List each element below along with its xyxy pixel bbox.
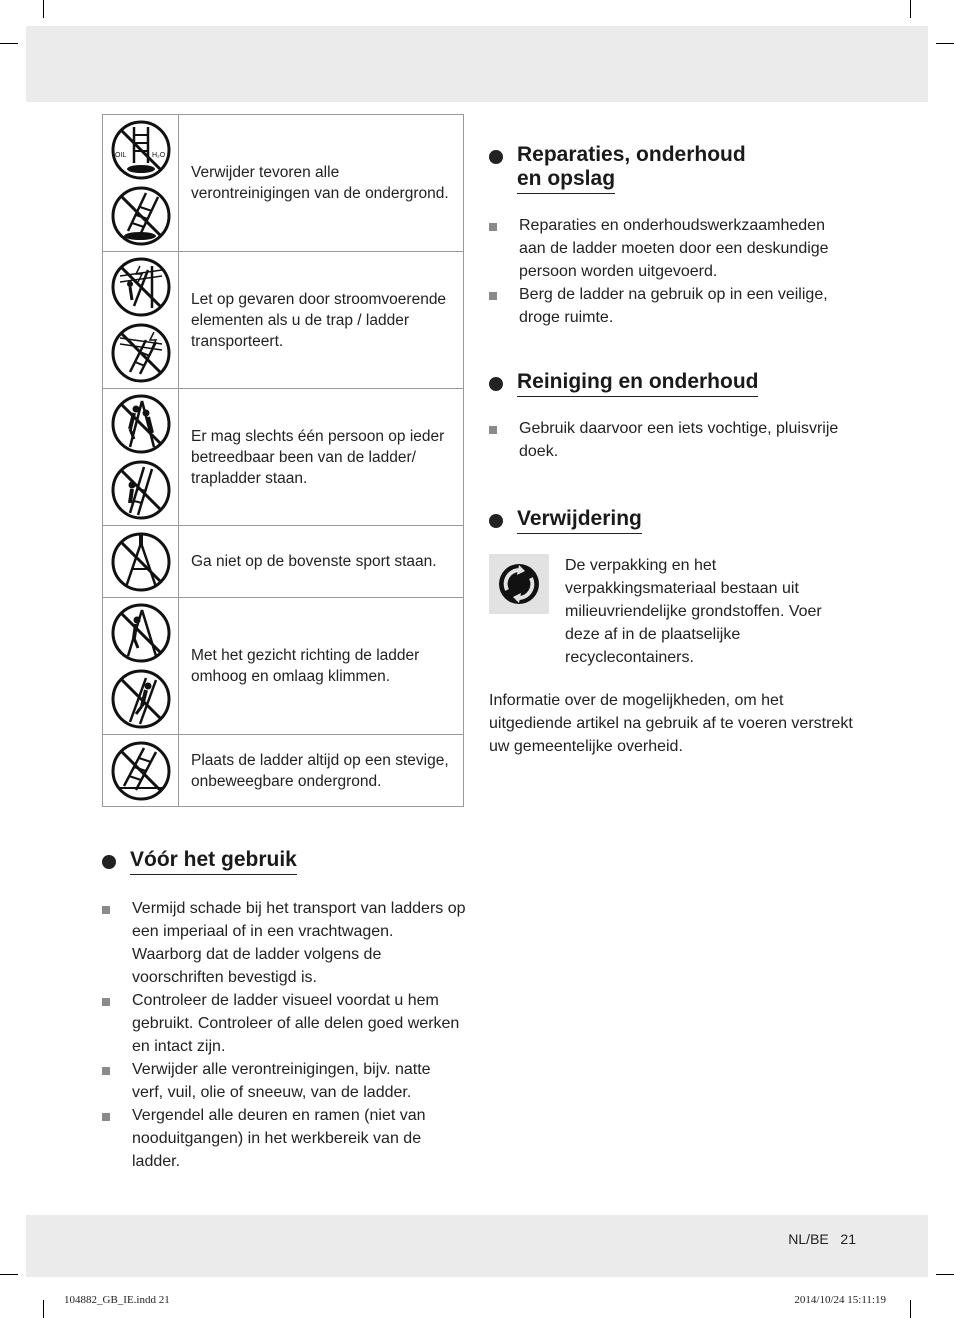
page-number bbox=[788, 1231, 856, 1247]
crop-mark bbox=[910, 1300, 911, 1318]
table-text: Ga niet op de bovenste sport staan. bbox=[179, 526, 464, 598]
firm-ground-icon bbox=[110, 740, 172, 802]
section-disposal bbox=[489, 507, 859, 758]
no-top-step-icon bbox=[110, 531, 172, 593]
file-info: 104882_GB_IE.indd 21 bbox=[64, 1294, 170, 1306]
table-row bbox=[103, 115, 464, 252]
header-band bbox=[26, 26, 928, 102]
section-heading bbox=[102, 848, 466, 875]
locale-label: NL/BE bbox=[788, 1231, 829, 1247]
icon-cell bbox=[103, 252, 179, 389]
icon-cell bbox=[103, 598, 179, 735]
heading-bullet bbox=[102, 855, 116, 869]
list-item: Berg de ladder na gebruik op in een veilige, droge ruimte. bbox=[489, 283, 849, 329]
page-label: 21 bbox=[840, 1231, 856, 1247]
table-row bbox=[103, 389, 464, 526]
heading-line: en opslag bbox=[517, 167, 615, 194]
bullet-list bbox=[489, 417, 849, 463]
list-item: Vermijd schade bij het transport van ladders op een imperiaal of in een vrachtwagen. Waarborg dat de ladder volgens de voorschriften bevestigd is. bbox=[102, 897, 466, 989]
crop-mark bbox=[0, 1274, 18, 1275]
list-item: Vergendel alle deuren en ramen (niet van nooduitgangen) in het werkbereik van de ladder. bbox=[102, 1104, 466, 1173]
table-text: Plaats de ladder altijd op een stevige, onbeweegbare ondergrond. bbox=[179, 735, 464, 807]
list-item: Controleer de ladder visueel voordat u hem gebruikt. Controleer of alle delen goed werken en intact zijn. bbox=[102, 989, 466, 1058]
section-before-use bbox=[102, 848, 466, 1173]
table-text: Er mag slechts één persoon op ieder betreedbaar been van de ladder/ trapladder staan. bbox=[179, 389, 464, 526]
table-row bbox=[103, 598, 464, 735]
svg-text:H₂O: H₂O bbox=[151, 152, 165, 159]
icon-cell bbox=[103, 115, 179, 252]
svg-text:OIL: OIL bbox=[114, 152, 126, 159]
section-heading bbox=[489, 370, 849, 397]
section-repairs bbox=[489, 143, 849, 329]
heading-bullet bbox=[489, 150, 503, 164]
bullet-list bbox=[102, 897, 466, 1173]
list-item: Verwijder alle verontreinigingen, bijv. natte verf, vuil, olie of sneeuw, van de ladder. bbox=[102, 1058, 466, 1104]
table-text: Let op gevaren door stroomvoerende elementen als u de trap / ladder transporteert. bbox=[179, 252, 464, 389]
print-date: 2014/10/24 15:11:19 bbox=[794, 1294, 886, 1306]
no-electric-ladder-icon bbox=[110, 322, 172, 384]
recycle-icon bbox=[497, 562, 541, 606]
table-row bbox=[103, 526, 464, 598]
no-back-to-ladder-icon bbox=[110, 668, 172, 730]
heading-title: Verwijdering bbox=[517, 507, 642, 534]
heading-bullet bbox=[489, 514, 503, 528]
crop-mark bbox=[936, 1274, 954, 1275]
section-heading bbox=[489, 143, 849, 194]
heading-bullet bbox=[489, 377, 503, 391]
section-heading bbox=[489, 507, 859, 534]
power-line-hazard-icon bbox=[110, 256, 172, 318]
icon-cell bbox=[103, 735, 179, 807]
list-item: Gebruik daarvoor een iets vochtige, pluisvrije doek. bbox=[489, 417, 849, 463]
heading-title: Vóór het gebruik bbox=[130, 848, 297, 875]
crop-mark bbox=[910, 0, 911, 18]
no-two-persons-icon bbox=[110, 459, 172, 521]
table-row bbox=[103, 735, 464, 807]
crop-mark bbox=[0, 43, 18, 44]
recycle-block bbox=[489, 554, 859, 669]
crop-mark bbox=[43, 1300, 44, 1318]
crop-mark bbox=[936, 43, 954, 44]
table-row bbox=[103, 252, 464, 389]
table-text: Met het gezicht richting de ladder omhoog en omlaag klimmen. bbox=[179, 598, 464, 735]
no-oil-water-icon bbox=[110, 119, 172, 181]
recycle-text: De verpakking en het verpakkingsmateriaal bestaan uit milieuvriendelijke grondstoffen. Voer deze af in de plaatselijke recyclecontainers. bbox=[565, 557, 822, 666]
bullet-list bbox=[489, 214, 849, 329]
crop-mark bbox=[43, 0, 44, 18]
section-cleaning bbox=[489, 370, 849, 463]
icon-cell bbox=[103, 389, 179, 526]
no-dirt-ladder-icon bbox=[110, 185, 172, 247]
green-dot-logo bbox=[489, 554, 549, 614]
safety-table bbox=[102, 114, 464, 807]
disposal-info: Informatie over de mogelijkheden, om het uitgediende artikel na gebruik af te voeren verstrekt uw gemeentelijke overheid. bbox=[489, 692, 853, 755]
list-item: Reparaties en onderhoudswerkzaamheden aan de ladder moeten door een deskundige persoon worden uitgevoerd. bbox=[489, 214, 849, 283]
face-ladder-icon bbox=[110, 602, 172, 664]
table-text: Verwijder tevoren alle verontreinigingen van de ondergrond. bbox=[179, 115, 464, 252]
heading-title: Reiniging en onderhoud bbox=[517, 370, 758, 397]
heading-title bbox=[517, 143, 746, 194]
icon-cell bbox=[103, 526, 179, 598]
one-person-ladder-icon bbox=[110, 393, 172, 455]
heading-line: Reparaties, onderhoud bbox=[517, 143, 746, 166]
